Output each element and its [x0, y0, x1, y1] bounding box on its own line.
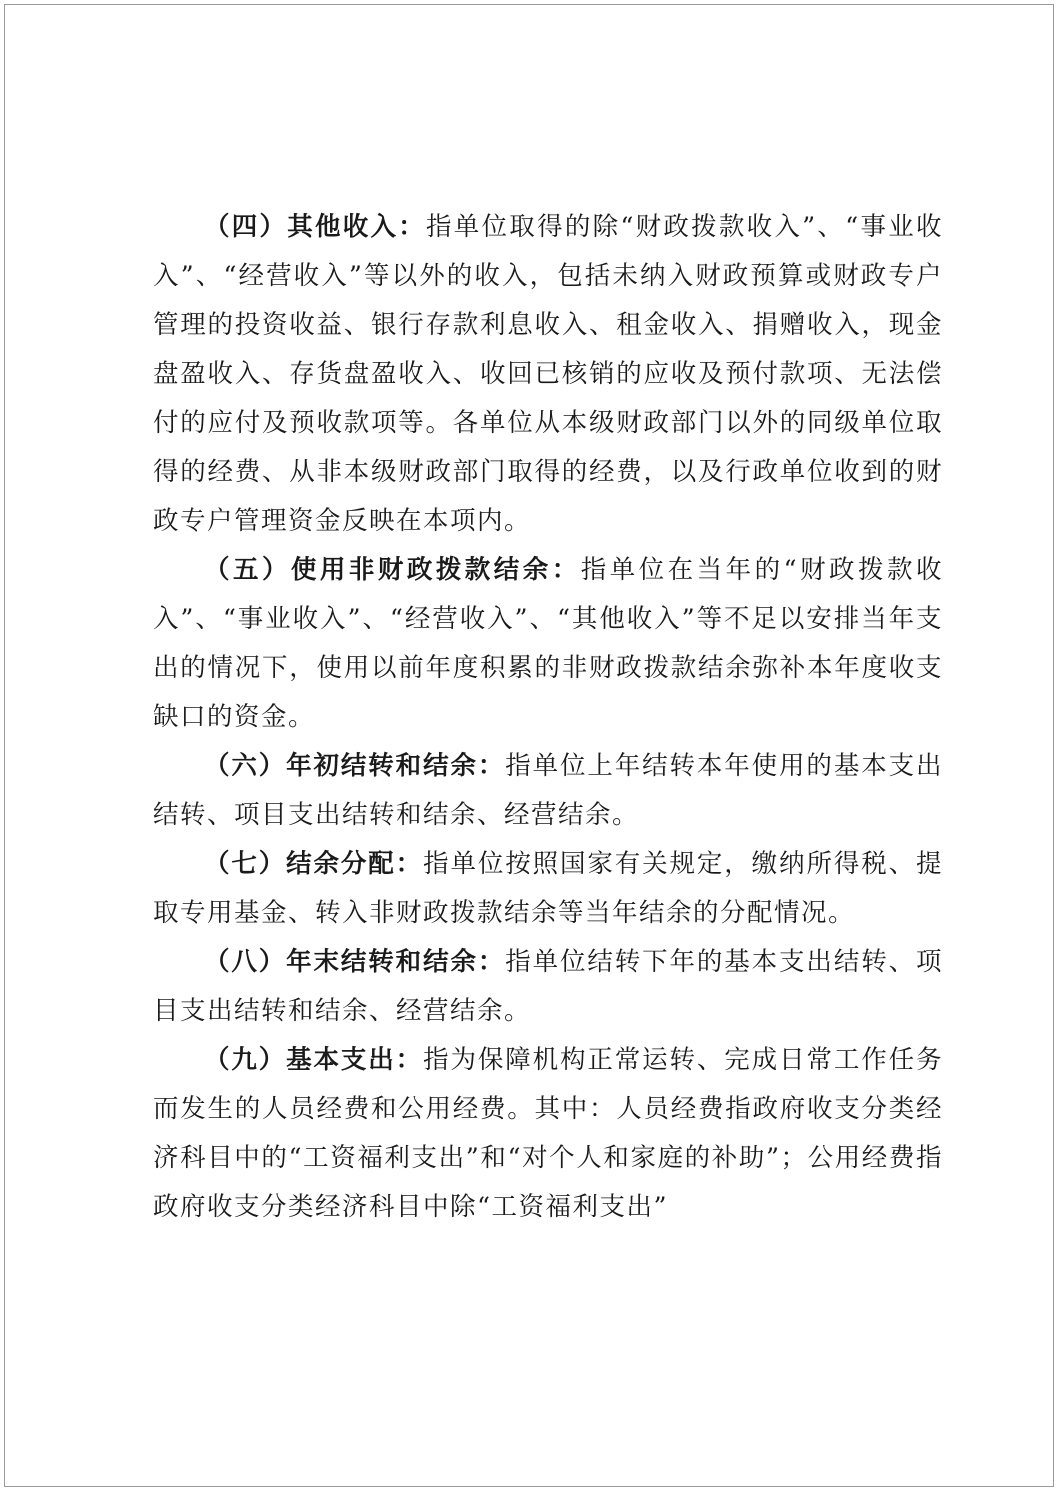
paragraph-text: 指单位在当年的“财政拨款收入”、“事业收入”、“经营收入”、“其他收入”等不足以安排当年支出的情况下，使用以前年度积累的非财政拨款结余弥补本年度收支缺口的资金。: [153, 555, 943, 732]
paragraph-text: 指单位按照国家有关规定，缴纳所得税、提取专用基金、转入非财政拨款结余等当年结余的分配情况。: [153, 849, 943, 928]
paragraph-surplus-distribution: [153, 840, 943, 938]
paragraph-text: 指单位结转下年的基本支出结转、项目支出结转和结余、经营结余。: [153, 947, 943, 1026]
paragraph-opening-carryover: [153, 742, 943, 840]
term-heading: （四）其他收入：: [204, 212, 427, 242]
paragraph-text: 指单位取得的除“财政拨款收入”、“事业收入”、“经营收入”等以外的收入，包括未纳入财政预算或财政专户管理的投资收益、银行存款利息收入、租金收入、捐赠收入，现金盘盈收入、存货盘盈收入、收回已核销的应收及预付款项、无法偿付的应付及预收款项等。各单位从本级财政部门以外的同级单位取得的经费、从非本级财政部门取得的经费，以及行政单位收到的财政专户管理资金反映在本项内。: [153, 212, 943, 536]
paragraph-non-fiscal-surplus: [153, 546, 943, 742]
paragraph-text: 指为保障机构正常运转、完成日常工作任务而发生的人员经费和公用经费。其中：人员经费指政府收支分类经济科目中的“工资福利支出”和“对个人和家庭的补助”；公用经费指政府收支分类经济科目中除“工资福利支出”: [153, 1045, 943, 1222]
term-heading: （六）年初结转和结余：: [204, 751, 506, 781]
page-frame: [4, 4, 1054, 1487]
paragraph-other-income: [153, 203, 943, 546]
term-heading: （九）基本支出：: [204, 1045, 424, 1075]
document-body: [153, 203, 943, 1232]
paragraph-basic-expenditure: [153, 1036, 943, 1232]
paragraph-text: 指单位上年结转本年使用的基本支出结转、项目支出结转和结余、经营结余。: [153, 751, 943, 830]
paragraph-closing-carryover: [153, 938, 943, 1036]
term-heading: （五）使用非财政拨款结余：: [204, 555, 581, 585]
term-heading: （七）结余分配：: [204, 849, 424, 879]
term-heading: （八）年末结转和结余：: [204, 947, 506, 977]
